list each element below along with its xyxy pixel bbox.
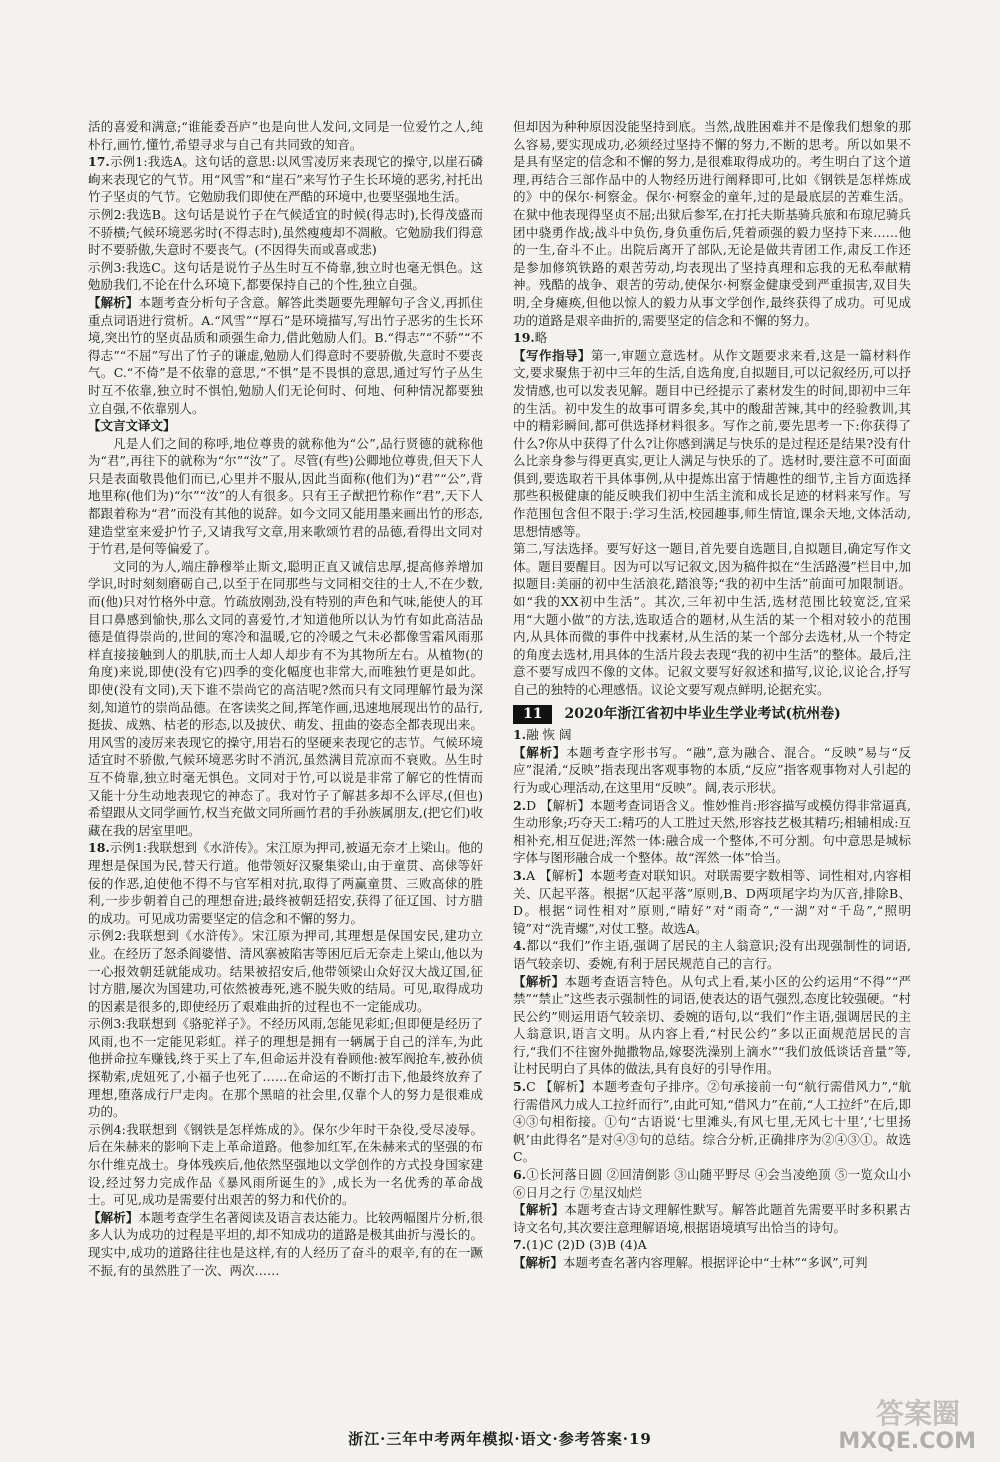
text-paragraph: 第二,写法选择。要写好这一题目,首先要自选题目,自拟题目,确定写作文体。题目要醒目。因为可以写记叙文,因为稿件拟在“生活路漫”栏目中,加拟题目:美丽的初中生活浪花,踏浪等;“我的初中生活”前面可加限制语。如“我的XX初中生活”。其次,三年初中生活,选材范围比较宽泛,宜采用“大题小做”的方法,选取适合的题材,从生活的某一个相对较小的范围内,从具体而微的事件中找素材,从生活的某一个部分去选材,从一个特定的角度去选材,用具体的生活片段去表现“我的初中生活”的整体。最后,注意不要写成四不像的文体。记叙文要写好叙述和描写,议论,议论合,抒写自己的独特的心理感悟。议论文要写观点鲜明,论据充实。: [513, 541, 911, 697]
section-number: 11: [513, 705, 552, 725]
answer-item: 1.融 恢 阔: [513, 727, 572, 743]
answer-item: 18.示例1:我联想到《水浒传》。宋江原为押司,被逼无奈才上梁山。他的理想是保国为民,替天行道。他带领好汉聚集梁山,由于童贯、高俅等奸佞的作恶,迫使他不得不与官军相对抗,取得了两赢童贯、三败高俅的胜利,一步步朝着自己的理想奋进;最终被朝廷招安,获得了征辽国、讨方腊的成功。可见成功需要坚定的信念和不懈的努力。: [88, 840, 483, 926]
answer-item: 7.(1)C (2)D (3)B (4)A: [513, 1237, 647, 1253]
analysis-paragraph: 【解析】本题考查古诗文理解性默写。解答此题首先需要平时多积累古诗文名句,其次要注意理解语境,根据语境填写出恰当的诗句。: [513, 1202, 911, 1235]
analysis-paragraph: 【文言文译文】: [88, 418, 176, 434]
text-paragraph: 活的喜爱和满意;“谁能委吾庐”也是向世人发问,文同是一位爱竹之人,纯朴行,画竹,懂竹,希望寻求与自己有共同致的知音。: [88, 119, 483, 152]
text-paragraph: 示例3:我联想到《骆驼祥子》。不经历风雨,怎能见彩虹;但即便是经历了风雨,也不一定能见彩虹。祥子的理想是拥有一辆属于自己的洋车,为此他拼命拉车赚钱,终于买上了车,但命运并没有眷顾他:被军阀抢车,被孙侦探勒索,虎妞死了,小福子也死了……在命运的不断打击下,他最终放弃了理想,堕落成行尸走肉。在那个黑暗的社会里,仅靠个人的努力是很难成功的。: [88, 1016, 483, 1120]
analysis-paragraph: 【解析】本题考查学生名著阅读及语言表达能力。比较两幅图片分析,很多人认为成功的过程是平坦的,却不知成功的道路是极其曲折与漫长的。现实中,成功的道路往往也是这样,有的人经历了奋斗的艰辛,有的在一蹶不振,有的虽然胜了一次、两次……: [88, 1209, 483, 1278]
section-title: 2020年浙江省初中毕业生学业考试(杭州卷): [564, 705, 841, 722]
analysis-paragraph: 【解析】本题考查名著内容理解。根据评论中“士林”“多讽”,可判: [513, 1255, 868, 1270]
analysis-paragraph: 【解析】本题考查语言特色。从句式上看,某小区的公约运用“不得”“严禁”“禁止”这些表示强制性的词语,使表达的语气强烈,态度比较强硬。“村民公约”则运用语气较亲切、委婉的语句,以“我们”作主语,强调居民的主人翁意识,语言文明。从内容上看,“村民公约”多以正面规范居民的言行,“我们不往窗外抛撒物品,嫁娶洗澡别上滴水”“我们放低谈话音量”等,让村民明白了具体的做法,具有良好的引导作用。: [513, 973, 911, 1077]
answer-item: 4.都以“我们”作主语,强调了居民的主人翁意识;没有出现强制性的词语,语气较亲切、委婉,有利于居民规范自己的言行。: [513, 938, 911, 971]
text-paragraph: 凡是人们之间的称呼,地位尊贵的就称他为“公”,品行贤德的就称他为“君”,再往下的就称为“尔”“汝”了。尽管(有些)公卿地位尊贵,但天下人只是表面敬畏他们而已,心里并不服从,因此当面称(他们为)“君”“公”,背地里称(他们为)“尔”“汝”的人有很多。只有王子猷把竹称作“君”,天下人都跟着称为“君”而没有其他的说辞。如今文同又能用墨来画出竹的形态,建造堂室来爱护竹子,又请我写文章,用来歌颂竹君的品德,看得出文同对于竹君,是何等偏爱了。: [88, 435, 483, 557]
text-paragraph: 文同的为人,端庄静穆举止斯文,聪明正直又诚信忠厚,提高修养增加学识,时时刻刻磨砺自己,以至于在同那些与文同相交往的士人,不在少数,而(他)只对竹格外中意。竹疏放刚劲,没有特别的声色和气味,能使人的耳目口鼻感到愉快,那么文同的喜爱竹,才知道他所以认为竹有如此高洁品德是值得崇尚的,世间的寒冷和温暖,它的冷暖之气未必都像雪霜风雨那样直接接触到人的肌肤,而士人却人却步有不为其物所左右。从植物(的角度)来说,即使(没有它)四季的变化幅度也非常大,而唯独竹更是如此。即使(没有文同),天下谁不崇尚它的高洁呢?然而只有文同理解竹最为深刻,知道竹的崇尚品德。在客读奖之间,挥笔作画,迅速地展现出竹的品行,挺拔、成熟、枯老的形态,以及披伏、萌发、扭曲的姿态全都表现出来。用风雪的凌厉来表现它的操守,用岩石的坚硬来表现它的志节。气候环境适宜时不骄傲,气候环境恶劣时不消沉,虽然满目荒凉而不衰败。丛生时互不倚靠,独立时毫无惧色。文同对于竹,可以说是非常了解它的性情而又能十分生动地表现它的神态了。我对竹子了解甚多却不么评尽,(但也)希望跟从文同学画竹,权当充做文同所画竹君的手孙族属朋友,(把它们)收藏在我的居室里吧。: [88, 558, 483, 838]
text-paragraph: 示例3:我选C。这句话是说竹子丛生时互不倚靠,独立时也毫无惧色。这勉励我们,不论在什么环境下,都要保持自己的个性,独立自强。: [88, 259, 483, 293]
text-paragraph: 示例4:我联想到《钢铁是怎样炼成的》。保尔少年时干杂役,受尽凌辱。后在朱赫来的影响下走上革命道路。他参加红军,在朱赫来式的坚强的布尔什维克战士。身体残疾后,他依然坚强地以文学创作的方式投身国家建设,经过努力完成作品《暴风雨所诞生的》,成长为一名优秀的革命战士。可见,成功是需要付出艰苦的努力和代价的。: [88, 1121, 483, 1208]
answer-item: 19.略: [513, 330, 548, 346]
text-paragraph: 示例2:我联想到《水浒传》。宋江原为押司,其理想是保国安民,建功立业。在经历了怒杀阎婆惜、清风寨被陷害等困厄后无奈走上梁山,他以为一心报效朝廷就能成功。结果被招安后,他带领梁山众好汉大战辽国,征讨方腊,屡次为国建功,可依然被毒死,逃不脱失败的结局。可见,取得成功的因素是很多的,即使经历了艰难曲折的过程也不一定能成功。: [88, 928, 483, 1014]
answer-item: 3.A 【解析】本题考查对联知识。对联需要字数相等、词性相对,内容相关、仄起平落。根据“仄起平落”原则,B、D两项尾字均为仄音,排除B、D。根据“词性相对”原则,“晴好”对“雨奇”,“一湖”对“千岛”,“照明镜”对“洗青螺”,对仗工整。故选A。: [513, 867, 911, 936]
text-paragraph: 示例2:我选B。这句话是说竹子在气候适宜的时候(得志时),长得茂盛而不骄横;气候环境恶劣时(不得志时),虽然瘦瘦却不凋敝。它勉励我们得意时不要骄傲,失意时不要丧气。(不因得失而或喜或悲): [88, 206, 483, 258]
watermark-logo: [820, 1396, 980, 1456]
analysis-paragraph: 【解析】本题考查字形书写。“融”,意为融合、混合。“反映”易与“反应”混淆,“反映”指表现出客观事物的本质,“反应”指客观事物对人引起的行为或心理活动,在这里用“反映”。阔,表示形状。: [513, 744, 911, 795]
answer-item: 17.示例1:我选A。这句话的意思:以风雪凌厉来表现它的操守,以崖石磷峋来表现它的气节。用“风雪”和“崖石”来写竹子生长环境的恶劣,衬托出竹子坚贞的气节。它勉励我们即使在严酷的环境中,也要坚强地生活。: [88, 154, 483, 205]
answer-item: 6.①长河落日圆 ②回清倒影 ③山随平野尽 ④会当凌绝顶 ⑤一览众山小 ⑥日月之行 ⑦星汉灿烂: [513, 1167, 911, 1200]
answer-item: 5.C 【解析】本题考查句子排序。②句承接前一句“航行需借风力”,“航行需借风力成人工拉纤而行”,由此可知,“借风力”在前,“人工拉纤”在后,即④③句相衔接。①句“古语说‘七里滩头,有风七里,无风七十里’,‘七里扬帆’由此得名”是对④③句的总结。综合分析,正确排序为②④③①。故选C。: [513, 1079, 911, 1165]
analysis-paragraph: 【解析】本题考查分析句子含意。解答此类题要先理解句子含义,再抓住重点词语进行赏析。A.“风雪”“厚石”是环境描写,写出竹子恶劣的生长环境,突出竹的坚贞品质和顽强生命力,借此勉励人们。B.“得志”“不骄”“不得志”“不屈”写出了竹子的谦虚,勉励人们得意时不要骄傲,失意时不要丧气。C.“不倚”是不依靠的意思,“不惧”是不畏惧的意思,通过写竹子丛生时互不依靠,独立时不惧怕,勉励人们无论何时、何地、何种情况都要独立自强,不依靠别人。: [88, 294, 483, 416]
page-footer: 浙江·三年中考两年模拟·语文·参考答案·19: [348, 1430, 652, 1448]
analysis-paragraph: 【写作指导】第一,审题立意选材。从作文题要求来看,这是一篇材料作文,要求聚焦于初中三年的生活,自选角度,自拟题目,可以记叙经历,可以抒发情感,也可以发表见解。题目中已经提示了素材发生的时间,即初中三年的生活。初中发生的故事可谓多矣,其中的酸甜苦辣,其中的经验教训,其中的精彩瞬间,都可供选择材料很多。写作之前,要先思考一下:你获得了什么?你从中获得了什么?让你感到满足与快乐的是过程还是结果?没有什么比亲身参与得更真实,更让人满足与快乐的了。选材时,要注意不可面面俱到,要选取若干具体事例,从中提炼出富于情趣性的细节,主旨方面选择那些积极健康的能反映我们初中生活主流和成长足迹的材料来写作。写作范围包含但不限于:学习生活,校园趣事,师生情谊,课余天地,文体活动,思想情感等。: [513, 347, 911, 539]
section-header: [513, 705, 911, 725]
watermark-text: 答案圈: [875, 1397, 960, 1430]
text-paragraph: 但却因为种种原因没能坚持到底。当然,战胜困难并不是像我们想象的那么容易,要实现成功,必须经过坚持不懈的努力,不断的思考。所以如果不是具有坚定的信念和不懈的努力,是很难取得成功的。考生明白了这个道理,再结合三部作品中的人物经历进行阐释即可,比如《钢铁是怎样炼成的》中的保尔·柯察金。保尔·柯察金的童年,过的是最底层的苦难生活。在狱中他表现得坚贞不屈;出狱后参军,在打托夫斯基骑兵旅和布琼尼骑兵团中骁勇作战;战斗中负伤,身负重伤后,凭着顽强的毅力坚持下来……他的一生,奋斗不止。出院后离开了部队,无论是做共青团工作,肃反工作还是参加修筑铁路的艰苦劳动,均表现出了坚持真理和忘我的无私奉献精神。残酷的战争、艰苦的劳动,使保尔·柯察金健康受到严重损害,双目失明,全身瘫痪,但他以惊人的毅力从事文学创作,最终获得了成功。可见成功的道路是艰辛曲折的,需要坚定的信念和不懈的努力。: [513, 119, 911, 328]
right-column: [513, 118, 911, 1272]
answer-item: 2.D 【解析】本题考查词语含义。惟妙惟肖:形容描写或模仿得非常逼真,生动形象;巧夺天工:精巧的人工胜过天然,形容技艺极其精巧;相辅相成:互相补充,相互促进;浑然一体:融合成一个整体,不可分割。句中意思是城标字体与图形融合成一个整体。故“浑然一体”恰当。: [513, 797, 911, 866]
watermark-url: MXQE.COM: [838, 1429, 976, 1454]
left-column: [88, 118, 483, 1279]
